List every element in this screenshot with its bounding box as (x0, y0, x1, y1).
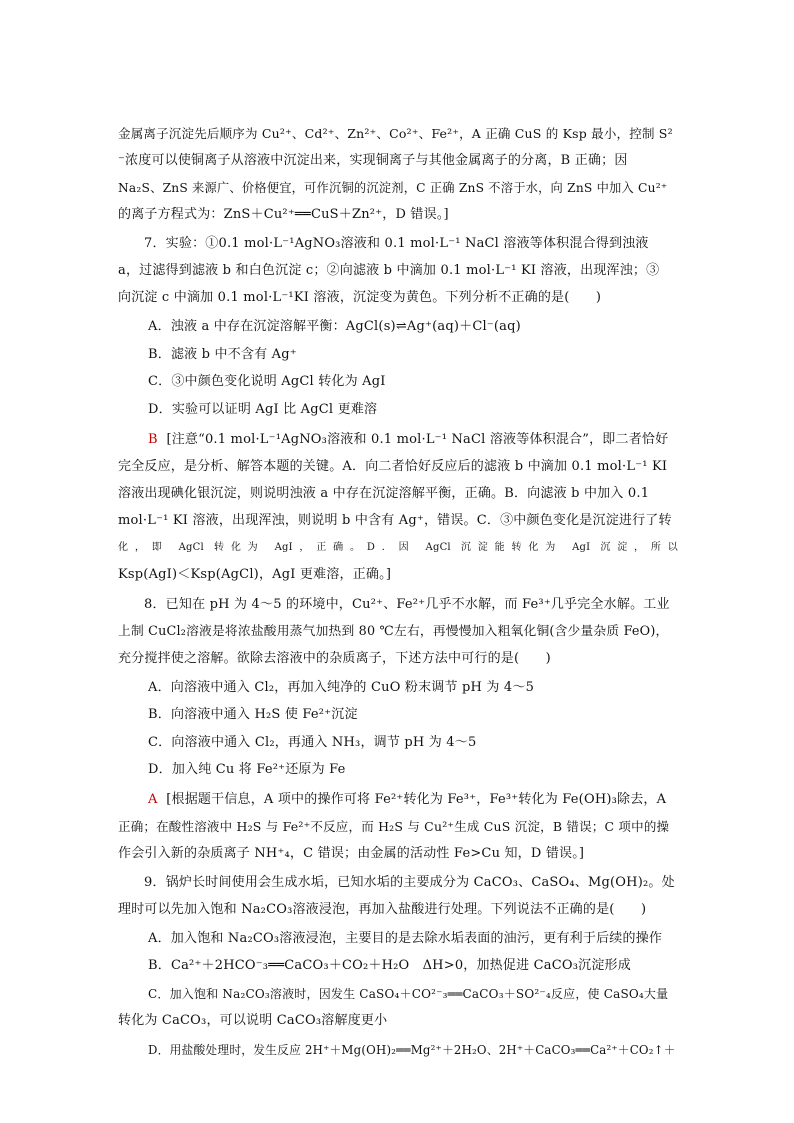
answer-explanation: [注意“0.1 mol·L⁻¹AgNO₃溶液和 0.1 mol·L⁻¹ NaCl 溶液等体积混合”，即二者恰好 (166, 432, 669, 447)
question-8-option-c: C．向溶液中通入 Cl₂，再通入 NH₃，调节 pH 为 4～5 (148, 735, 477, 750)
question-9-stem: 9．锅炉长时间使用会生成水垢，已知水垢的主要成分为 CaCO₃、CaSO₄、Mg(OH)₂。处 (144, 875, 675, 890)
question-7-option-a: A．浊液 a 中存在沉淀溶解平衡：AgCl(s)⇌Ag⁺(aq)＋Cl⁻(aq) (148, 319, 521, 334)
answer-explanation: 作会引入新的杂质离子 NH⁺₄，C 错误；由金属的活动性 Fe>Cu 知，D 错误。] (118, 846, 585, 861)
answer-explanation: 溶液出现碘化银沉淀，则说明浊液 a 中存在沉淀溶解平衡，正确。B．向滤液 b 中加入 0.1 (118, 486, 650, 501)
question-8-option-b: B．向溶液中通入 H₂S 使 Fe²⁺沉淀 (148, 707, 358, 722)
answer-explanation: [根据题干信息，A 项中的操作可将 Fe²⁺转化为 Fe³⁺，Fe³⁺转化为 Fe(OH)₃除去，A (166, 792, 667, 807)
answer-explanation: 化，即 AgCl 转化为 AgI，正确。D．因 AgCl 沉淀能转化为 AgI 沉淀，所以 (118, 542, 678, 553)
question-7-option-d: D．实验可以证明 AgI 比 AgCl 更难溶 (148, 402, 378, 417)
question-7-stem: 7．实验：①0.1 mol·L⁻¹AgNO₃溶液和 0.1 mol·L⁻¹ NaCl 溶液等体积混合得到浊液 (144, 236, 649, 251)
question-7-answer (148, 431, 668, 449)
question-8-answer (148, 791, 666, 809)
answer-explanation: 正确；在酸性溶液中 H₂S 与 Fe²⁺不反应，而 H₂S 与 Cu²⁺生成 CuS 沉淀，B 错误；C 项中的操 (118, 819, 670, 834)
question-9-option-c: C．加入饱和 Na₂CO₃溶液时，因发生 CaSO₄＋CO²⁻₃══CaCO₃＋SO²⁻₄反应，使 CaSO₄大量 (148, 987, 669, 1001)
question-8-stem: 上制 CuCl₂溶液是将浓盐酸用蒸气加热到 80 ℃左右，再慢慢加入粗氧化铜(含少量杂质 FeO)， (118, 624, 669, 639)
question-7-option-c: C．③中颜色变化说明 AgCl 转化为 AgI (148, 374, 386, 389)
question-7-stem: a，过滤得到滤液 b 和白色沉淀 c；②向滤液 b 中滴加 0.1 mol·L⁻¹ KI 溶液，出现浑浊；③ (118, 263, 660, 278)
question-9-option-a: A．加入饱和 Na₂CO₃溶液浸泡，主要目的是去除水垢表面的油污，更有利于后续的操作 (148, 931, 663, 946)
text-line: 金属离子沉淀先后顺序为 Cu²⁺、Cd²⁺、Zn²⁺、Co²⁺、Fe²⁺，A 正确 CuS 的 Ksp 最小，控制 S² (118, 126, 673, 141)
text-line: ⁻浓度可以使铜离子从溶液中沉淀出来，实现铜离子与其他金属离子的分离，B 正确；因 (118, 153, 628, 168)
question-8-stem: 8．已知在 pH 为 4～5 的环境中，Cu²⁺、Fe²⁺几乎不水解，而 Fe³⁺几乎完全水解。工业 (144, 597, 670, 612)
question-9-option-b: B．Ca²⁺＋2HCO⁻₃══CaCO₃＋CO₂＋H₂O ΔH>0，加热促进 CaCO₃沉淀形成 (148, 958, 631, 973)
answer-explanation: mol·L⁻¹ KI 溶液，出现浑浊，则说明 b 中含有 Ag⁺，错误。C．③中颜色变化是沉淀进行了转 (118, 513, 672, 528)
question-9-stem: 理时可以先加入饱和 Na₂CO₃溶液浸泡，再加入盐酸进行处理。下列说法不正确的是( ) (118, 902, 647, 917)
answer-letter: A (148, 792, 158, 807)
answer-explanation: 完全反应，是分析、解答本题的关键。A．向二者恰好反应后的滤液 b 中滴加 0.1 mol·L⁻¹ KI (118, 459, 668, 474)
question-7-option-b: B．滤液 b 中不含有 Ag⁺ (148, 347, 297, 362)
question-8-option-a: A．向溶液中通入 Cl₂，再加入纯净的 CuO 粉末调节 pH 为 4～5 (148, 680, 535, 695)
text-line: 的离子方程式为：ZnS＋Cu²⁺══CuS＋Zn²⁺，D 错误。] (118, 207, 449, 222)
question-8-stem: 充分搅拌使之溶解。欲除去溶液中的杂质离子，下述方法中可行的是( ) (118, 651, 551, 666)
answer-explanation: Ksp(AgI)＜Ksp(AgCl)，AgI 更难溶，正确。] (118, 567, 392, 582)
text-line: Na₂S、ZnS 来源广、价格便宜，可作沉铜的沉淀剂，C 正确 ZnS 不溶于水，向 ZnS 中加入 Cu²⁺ (118, 181, 668, 195)
question-9-option-d: D．用盐酸处理时，发生反应 2H⁺＋Mg(OH)₂══Mg²⁺＋2H₂O、2H⁺＋CaCO₃══Ca²⁺＋CO₂↑＋ (148, 1043, 676, 1057)
question-8-option-d: D．加入纯 Cu 将 Fe²⁺还原为 Fe (148, 762, 346, 777)
answer-letter: B (148, 432, 158, 447)
question-7-stem: 向沉淀 c 中滴加 0.1 mol·L⁻¹KI 溶液，沉淀变为黄色。下列分析不正确的是( ) (118, 290, 602, 305)
question-9-option-c: 转化为 CaCO₃，可以说明 CaCO₃溶解度更小 (118, 1013, 388, 1028)
